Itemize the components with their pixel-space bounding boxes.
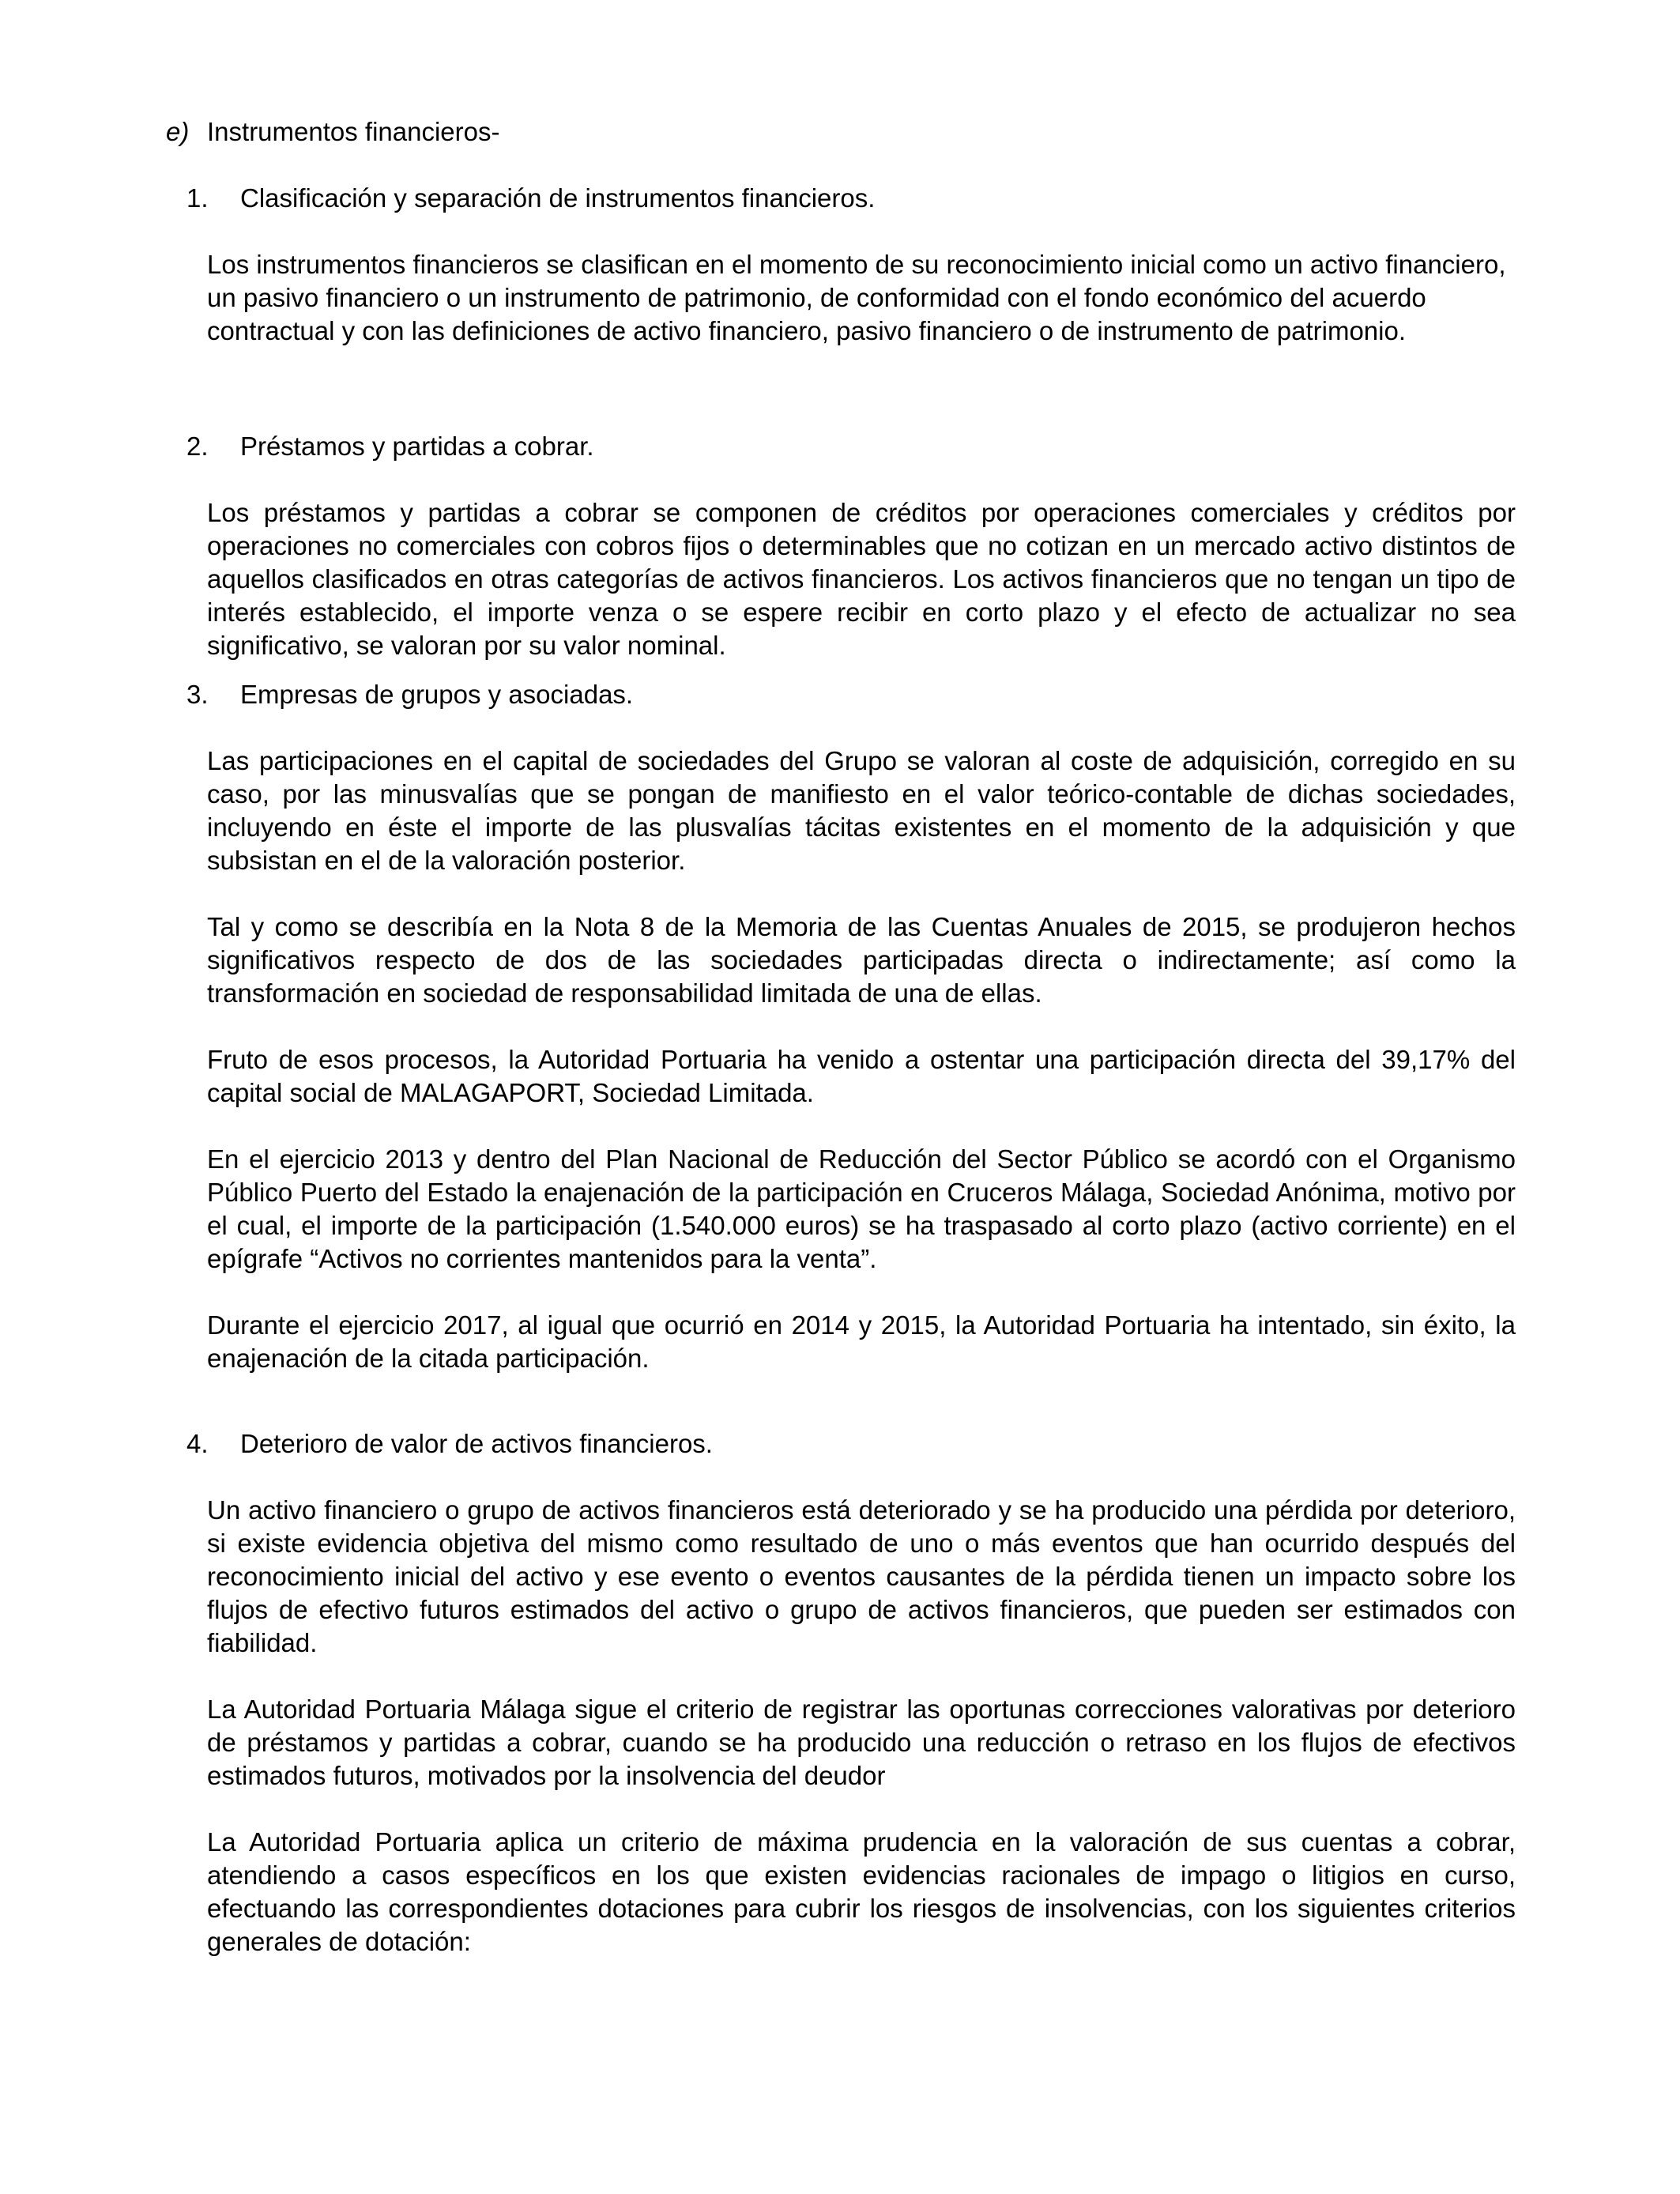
item-3-number: 3. (186, 680, 209, 709)
item-1-paragraph-1: Los instrumentos financieros se clasifican en el momento de su reconocimiento inicial como un activo financiero, un pasivo financiero o un instrumento de patrimonio, de conformidad con el fondo económico del acuerdo contractual y con las definiciones de activo financiero, pasivo financiero o de instrumento de patrimonio. (207, 250, 1506, 345)
item-3-title-text: Empresas de grupos y asociadas. (240, 680, 634, 709)
section-heading (166, 115, 500, 149)
section-letter: e) (166, 117, 190, 146)
item-2-number: 2. (186, 432, 209, 461)
item-3-paragraph-2: Tal y como se describía en la Nota 8 de la Memoria de las Cuentas Anuales de 2015, se produjeron hechos significativos respecto de dos de las sociedades participadas directa o indirectamente; así como la transformación en sociedad de responsabilidad limitada de una de ellas. (207, 912, 1516, 1008)
item-2-title (186, 430, 594, 463)
item-1-title (186, 182, 875, 215)
item-4-paragraph-3: La Autoridad Portuaria aplica un criterio de máxima prudencia en la valoración de sus cuentas a cobrar, atendiendo a casos específicos en los que existen evidencias racionales de impago o litigios en curso, efectuando las correspondientes dotaciones para cubrir los riesgos de insolvencias, con los siguientes criterios generales de dotación: (207, 1827, 1516, 1956)
section-title: Instrumentos financieros- (207, 117, 500, 146)
item-4-paragraph-2: La Autoridad Portuaria Málaga sigue el criterio de registrar las oportunas correcciones valorativas por deterioro de préstamos y partidas a cobrar, cuando se ha producido una reducción o retraso en los flujos de efectivos estimados futuros, motivados por la insolvencia del deudor (207, 1695, 1516, 1790)
item-3-paragraph-4: En el ejercicio 2013 y dentro del Plan Nacional de Reducción del Sector Público se acordó con el Organismo Público Puerto del Estado la enajenación de la participación en Cruceros Málaga, Sociedad Anónima, motivo por el cual, el importe de la participación (1.540.000 euros) se ha traspasado al corto plazo (activo corriente) en el epígrafe “Activos no corrientes mantenidos para la venta”. (207, 1144, 1516, 1273)
item-2-paragraph-1: Los préstamos y partidas a cobrar se componen de créditos por operaciones comerciales y créditos por operaciones no comerciales con cobros fijos o determinables que no cotizan en un mercado activo distintos de aquellos clasificados en otras categorías de activos financieros. Los activos financieros que no tengan un tipo de interés establecido, el importe venza o se espere recibir en corto plazo y el efecto de actualizar no sea significativo, se valoran por su valor nominal. (207, 498, 1516, 660)
item-1-number: 1. (186, 183, 209, 213)
item-4-number: 4. (186, 1429, 209, 1458)
item-4-title-text: Deterioro de valor de activos financieros. (240, 1429, 713, 1458)
item-3-paragraph-1: Las participaciones en el capital de sociedades del Grupo se valoran al coste de adquisición, corregido en su caso, por las minusvalías que se pongan de manifiesto en el valor teórico-contable de dichas sociedades, incluyendo en éste el importe de las plusvalías tácitas existentes en el momento de la adquisición y que subsistan en el de la valoración posterior. (207, 746, 1516, 875)
item-3-title (186, 678, 633, 711)
item-3-paragraph-5: Durante el ejercicio 2017, al igual que ocurrió en 2014 y 2015, la Autoridad Portuaria ha intentado, sin éxito, la enajenación de la citada participación. (207, 1310, 1516, 1373)
item-1-title-text: Clasificación y separación de instrumentos financieros. (240, 183, 876, 213)
item-3-paragraph-3: Fruto de esos procesos, la Autoridad Portuaria ha venido a ostentar una participación directa del 39,17% del capital social de MALAGAPORT, Sociedad Limitada. (207, 1045, 1516, 1107)
item-2-title-text: Préstamos y partidas a cobrar. (240, 432, 594, 461)
item-4-paragraph-1: Un activo financiero o grupo de activos financieros está deteriorado y se ha producido una pérdida por deterioro, si existe evidencia objetiva del mismo como resultado de uno o más eventos que han ocurrido después del reconocimiento inicial del activo y ese evento o eventos causantes de la pérdida tienen un impacto sobre los flujos de efectivo futuros estimados del activo o grupo de activos financieros, que pueden ser estimados con fiabilidad. (207, 1495, 1516, 1657)
item-4-title (186, 1427, 713, 1461)
